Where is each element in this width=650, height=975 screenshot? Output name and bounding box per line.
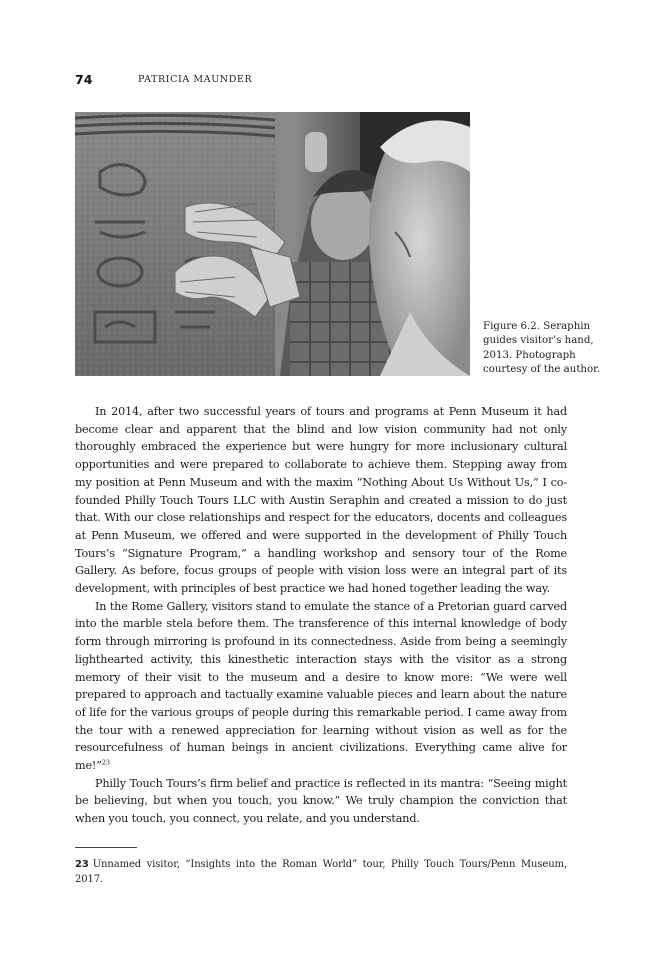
paragraph: Philly Touch Tours’s firm belief and practice is reflected in its mantra: “Seeing might be believing, but when you touch, you know.” We truly champion the conviction that when you touch, you connect, you relate, and you understand. xyxy=(75,776,567,826)
footnote-divider xyxy=(75,847,137,848)
figure-photograph xyxy=(75,112,470,376)
photo-illustration xyxy=(75,112,470,376)
footnote xyxy=(75,858,567,887)
body-text xyxy=(75,403,567,828)
footnote-reference[interactable]: 23 xyxy=(101,758,110,767)
footnote-number: 23 xyxy=(75,859,89,870)
footnote-text: Unnamed visitor, “Insights into the Roman World” tour, Philly Touch Tours/Penn Museum, 2017. xyxy=(75,859,567,885)
paragraph: In 2014, after two successful years of tours and programs at Penn Museum it had become clear and apparent that the blind and low vision community had not only thoroughly embraced the experience but were hungry for more inclusionary cultural opportunities and were prepared to collaborate to achieve them. Stepping away from my position at Penn Museum and with the maxim “Nothing About Us Without Us,” I co-founded Philly Touch Tours LLC with Austin Seraphin and created a mission to do just that. With our close relationships and respect for the educators, docents and colleagues at Penn Museum, we offered and were supported in the development of Philly Touch Tours’s “Signature Program,” a handling workshop and sensory tour of the Rome Gallery. As before, focus groups of people with vision loss were an integral part of its development, with principles of best practice we had honed together leading the way. xyxy=(75,405,567,596)
photo-vase xyxy=(305,132,327,172)
figure-caption: Figure 6.2. Seraphin guides visitor’s hand, 2013. Photograph courtesy of the author. xyxy=(483,321,601,375)
page-number: 74 xyxy=(75,72,93,87)
running-head-author: PATRICIA MAUNDER xyxy=(138,74,253,85)
paragraph xyxy=(75,598,567,775)
paragraph-text: In the Rome Gallery, visitors stand to emulate the stance of a Pretorian guard carved into the marble stela before them. The transference of this internal knowledge of body form through mirroring is profound in its connectedness. Aside from being a seemingly lighthearted activity, this kinesthetic interaction stays with the visitor as a strong memory of their visit to the museum and a desire to know more: “We were well prepared to approach and tactually examine valuable pieces and learn about the nature of life for the various groups of people during this remarkable period. I came away from the tour with a renewed appreciation for learning without vision as well as for the resourcefulness of human beings in ancient civilizations. Everything came alive for me!” xyxy=(75,599,567,773)
running-head xyxy=(75,72,575,90)
